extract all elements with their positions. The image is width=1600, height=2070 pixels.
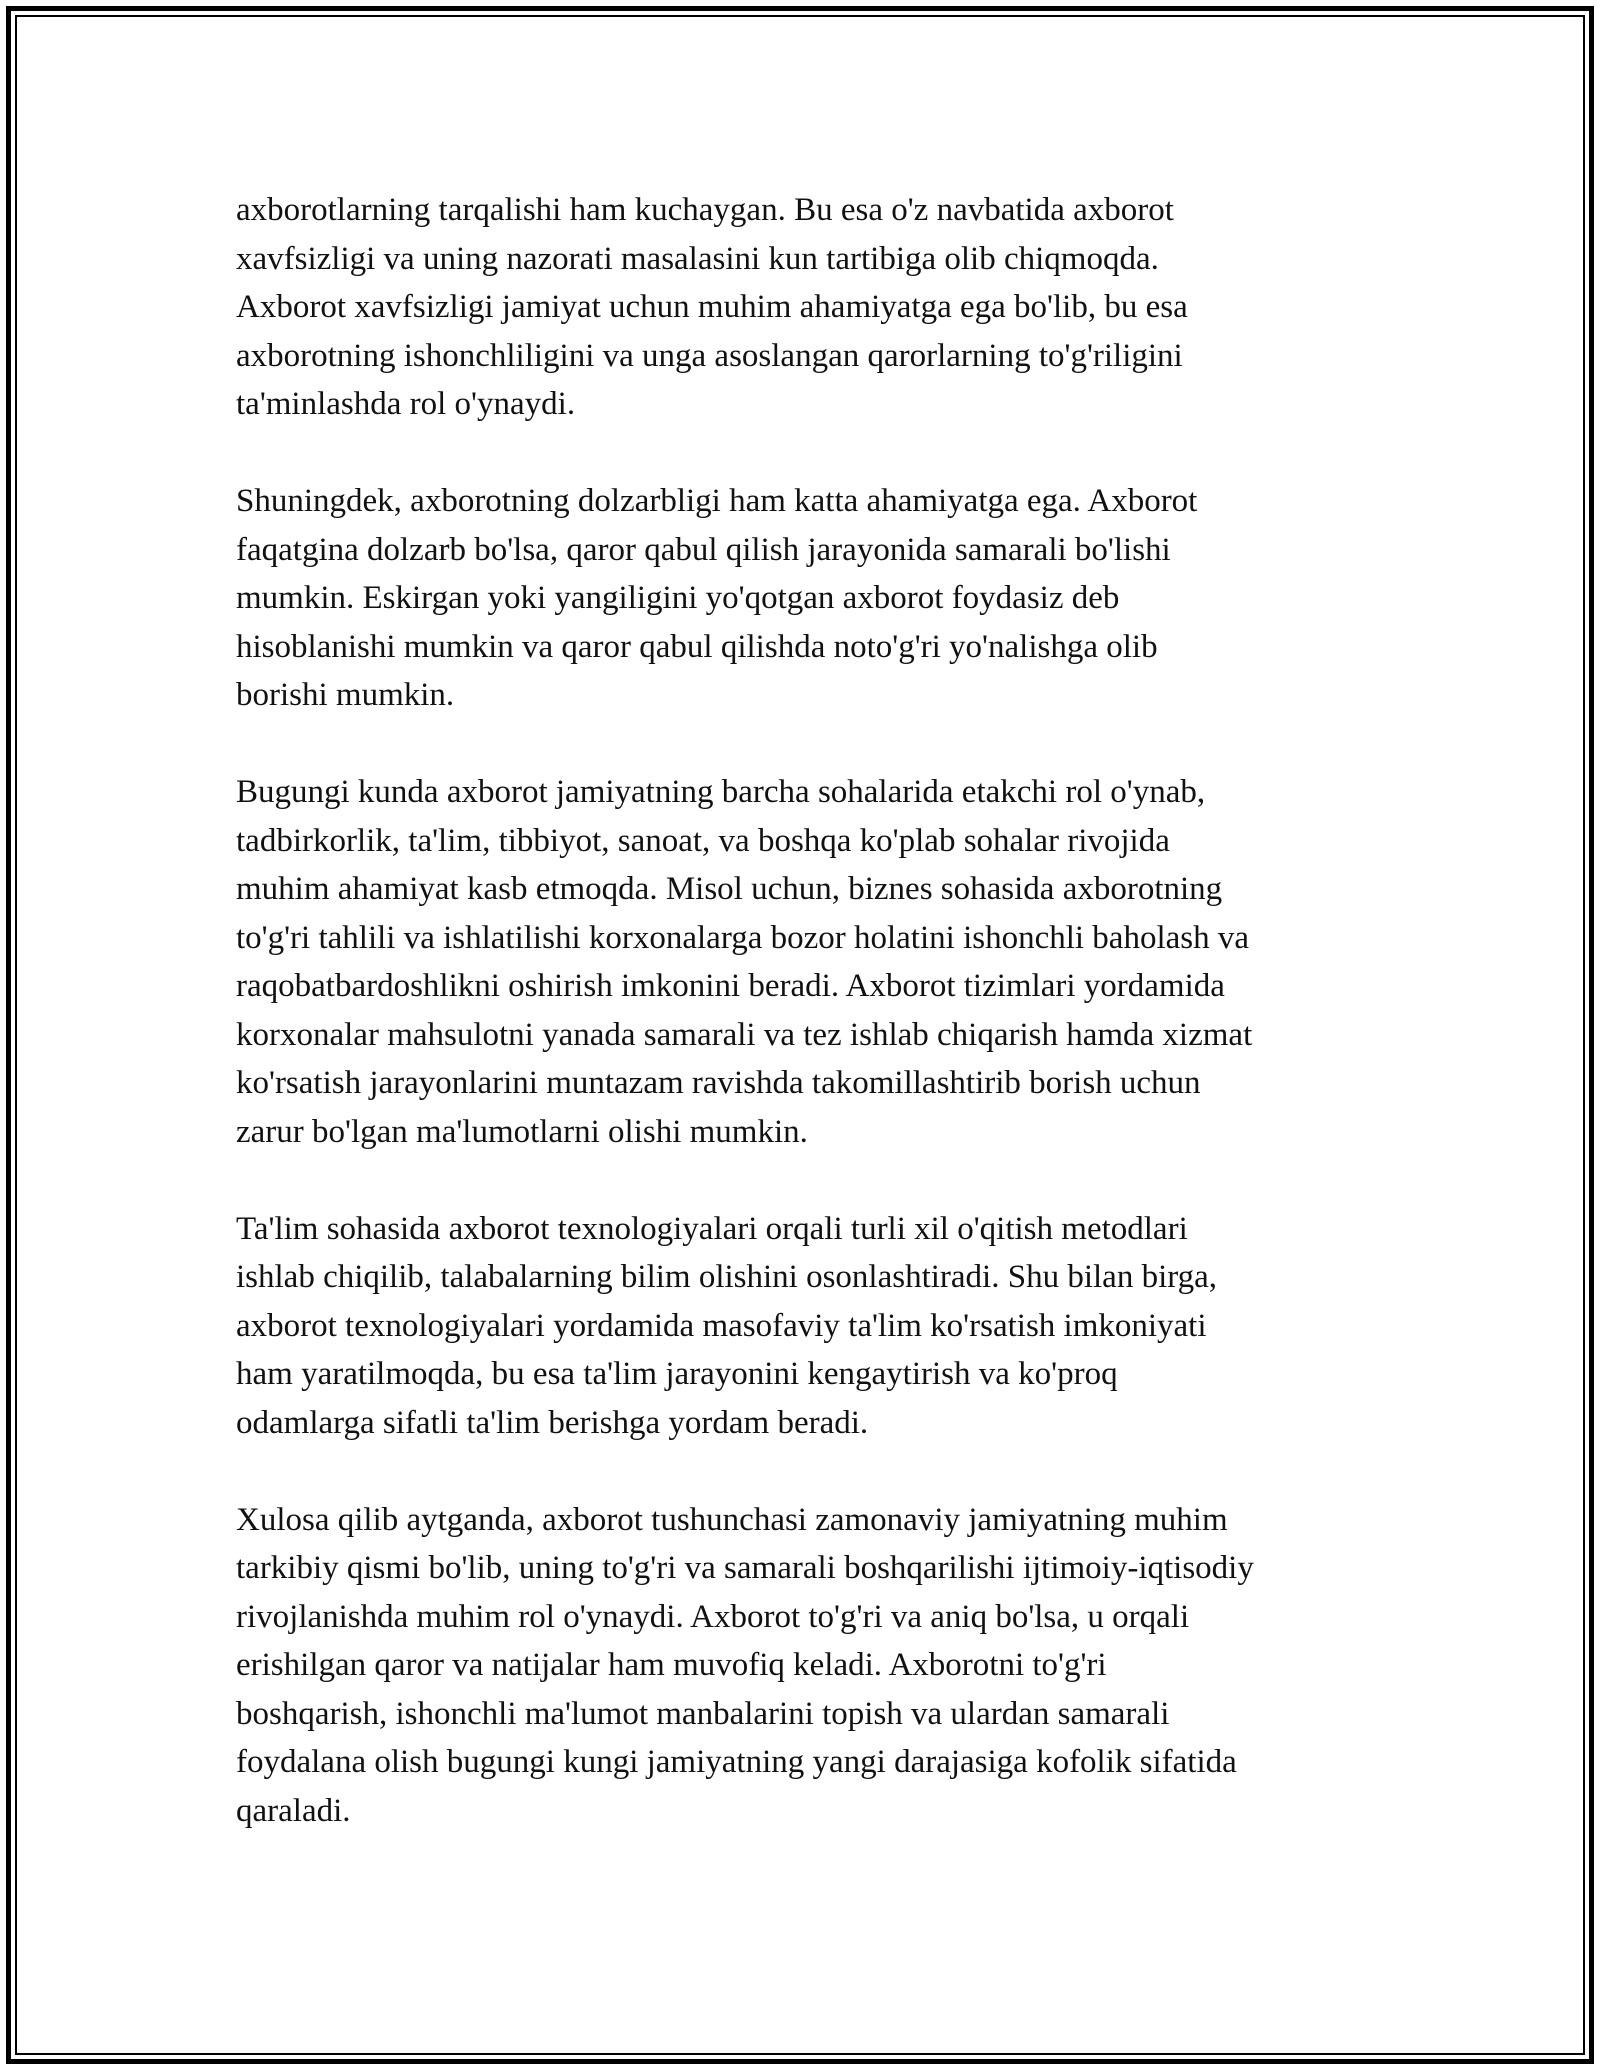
- paragraph-2: Shuningdek, axborotning dolzarbligi ham katta ahamiyatga ega. Axborot faqatgina dolzarb bo'lsa, qaror qabul qilish jarayonida samarali bo'lishi mumkin. Eskirgan yoki yangiligini yo'qotgan axborot foydasiz deb hisoblanishi mumkin va qaror qabul qilishda noto'g'ri yo'nalishga olib borishi mumkin.: [236, 483, 1198, 713]
- paragraph-1: axborotlarning tarqalishi ham kuchaygan. Bu esa o'z navbatida axborot xavfsizligi va uning nazorati masalasini kun tartibiga olib chiqmoqda. Axborot xavfsizligi jamiyat uchun muhim ahamiyatga ega bo'lib, bu esa axborotning ishonchliligini va unga asoslangan qarorlarning to'g'riligini ta'minlashda rol o'ynaydi.: [236, 192, 1188, 422]
- paragraph-3: Bugungi kunda axborot jamiyatning barcha sohalarida etakchi rol o'ynab, tadbirkorlik, ta'lim, tibbiyot, sanoat, va boshqa ko'plab sohalar rivojida muhim ahamiyat kasb etmoqda. Misol uchun, biznes sohasida axborotning to'g'ri tahlili va ishlatilishi korxonalarga bozor holatini ishonchli baholash va raqobatbardoshlikni oshirish imkonini beradi. Axborot tizimlari yordamida korxonalar mahsulotni yanada samarali va tez ishlab chiqarish hamda xizmat ko'rsatish jarayonlarini muntazam ravishda takomillashtirib borish uchun zarur bo'lgan ma'lumotlarni olishi mumkin.: [236, 774, 1253, 1150]
- document-body: [236, 186, 1386, 1884]
- paragraph-4: Ta'lim sohasida axborot texnologiyalari orqali turli xil o'qitish metodlari ishlab chiqilib, talabalarning bilim olishini osonlashtiradi. Shu bilan birga, axborot texnologiyalari yordamida masofaviy ta'lim ko'rsatish imkoniyati ham yaratilmoqda, bu esa ta'lim jarayonini kengaytirish va ko'proq odamlarga sifatli ta'lim berishga yordam beradi.: [236, 1210, 1218, 1441]
- paragraph-5: Xulosa qilib aytganda, axborot tushunchasi zamonaviy jamiyatning muhim tarkibiy qismi bo'lib, uning to'g'ri va samarali boshqarilishi ijtimoiy-iqtisodiy rivojlanishda muhim rol o'ynaydi. Axborot to'g'ri va aniq bo'lsa, u orqali erishilgan qaror va natijalar ham muvofiq keladi. Axborotni to'g'ri boshqarish, ishonchli ma'lumot manbalarini topish va ulardan samarali foydalana olish bugungi kungi jamiyatning yangi darajasiga kofolik sifatida qaraladi.: [236, 1501, 1254, 1829]
